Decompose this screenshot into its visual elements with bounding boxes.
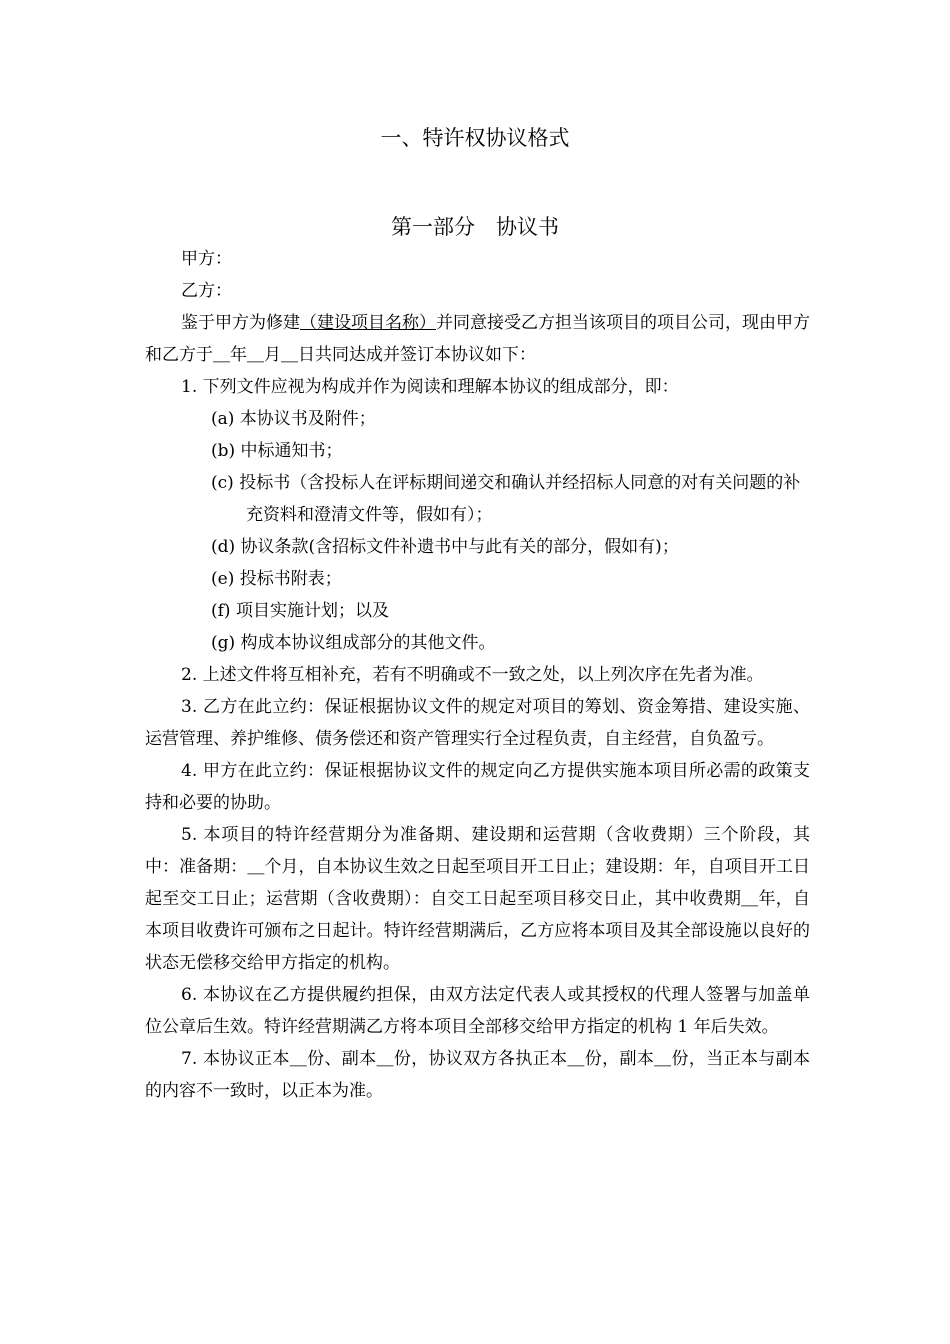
list-item-a: (a) 本协议书及附件； [211, 409, 376, 429]
clause-6: 6. 本协议在乙方提供履约担保，由双方法定代表人或其授权的代理人签署与加盖单位公章后生效。特许经营期满乙方将本项目全部移交给甲方指定的机构 1 年后失效。 [145, 985, 810, 1037]
clause-1: 1. 下列文件应视为构成并作为阅读和理解本协议的组成部分，即： [181, 377, 679, 397]
list-item-c: (c) 投标书（含投标人在评标期间递交和确认并经招标人同意的对有关问题的补充资料和澄清文件等，假如有）； [211, 473, 801, 525]
intro-paragraph [145, 307, 810, 371]
party-b-label: 乙方： [181, 281, 232, 301]
document-title: 一、特许权协议格式 [380, 126, 570, 150]
party-a-label: 甲方： [181, 249, 232, 269]
list-item-f: (f) 项目实施计划；以及 [211, 601, 389, 621]
agreement-body [145, 243, 810, 1107]
part-title: 第一部分 协议书 [391, 215, 559, 239]
clause-7: 7. 本协议正本＿份、副本＿份，协议双方各执正本＿份，副本＿份，当正本与副本的内容不一致时，以正本为准。 [145, 1049, 810, 1101]
intro-after: 并同意接受乙方担当该项目的项目公司，现由甲方和乙方于＿年＿月＿日共同达成并签订本协议如下： [145, 313, 810, 365]
project-name-blank: （建设项目名称） [300, 313, 436, 333]
clause-3: 3. 乙方在此立约：保证根据协议文件的规定对项目的筹划、资金筹措、建设实施、运营管理、养护维修、债务偿还和资产管理实行全过程负责，自主经营，自负盈亏。 [145, 697, 810, 749]
intro-before: 鉴于甲方为修建 [181, 313, 300, 333]
list-item-d: (d) 协议条款(含招标文件补遗书中与此有关的部分，假如有)； [211, 537, 679, 557]
list-item-e: (e) 投标书附表； [211, 569, 342, 589]
list-item-b: (b) 中标通知书； [211, 441, 343, 461]
clause-2: 2. 上述文件将互相补充，若有不明确或不一致之处，以上列次序在先者为准。 [181, 665, 764, 685]
clause-4: 4. 甲方在此立约：保证根据协议文件的规定向乙方提供实施本项目所必需的政策支持和必要的协助。 [145, 761, 810, 813]
list-item-g: (g) 构成本协议组成部分的其他文件。 [211, 633, 496, 653]
clause-5: 5. 本项目的特许经营期分为准备期、建设期和运营期（含收费期）三个阶段，其中：准备期：＿个月，自本协议生效之日起至项目开工日止；建设期：年，自项目开工日起至交工日止；运营期（含收费期）：自交工日起至项目移交日止，其中收费期＿年，自本项目收费许可颁布之日起计。特许经营期满后，乙方应将本项目及其全部设施以良好的状态无偿移交给甲方指定的机构。 [145, 825, 810, 973]
